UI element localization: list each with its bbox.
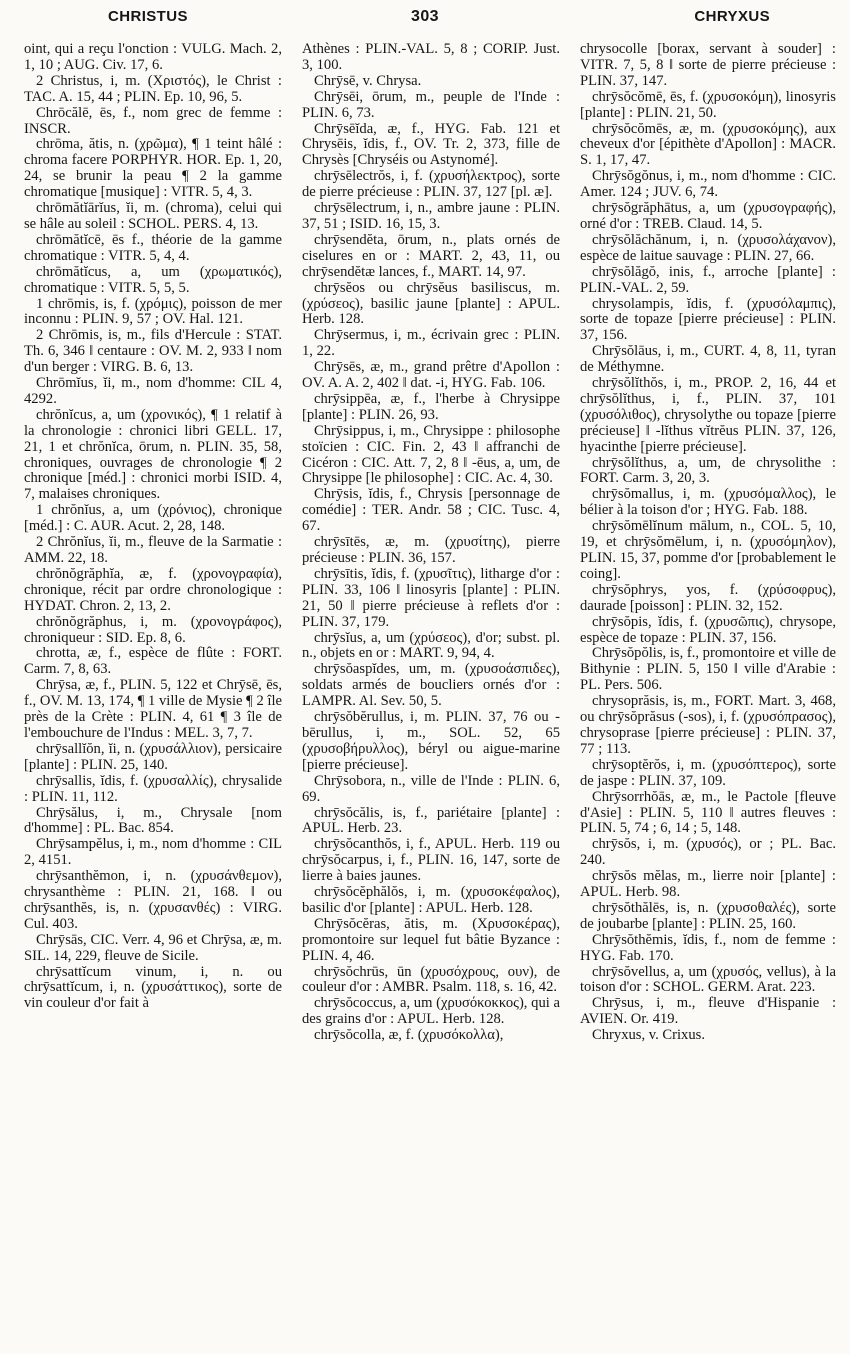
- dictionary-entry: chrȳsĕos ou chrȳsĕus basiliscus, m. (χρύσεος), basilic jaune [plante] : APUL. Herb. 128.: [302, 279, 560, 328]
- dictionary-entry: Athènes : PLIN.-VAL. 5, 8 ; CORIP. Just. 3, 100.: [302, 42, 560, 73]
- column-2: [302, 42, 560, 1346]
- dictionary-entry: 1 chrŏnĭus, a, um (χρόνιος), chronique [méd.] : C. AUR. Acut. 2, 28, 148.: [24, 502, 282, 535]
- dictionary-entry: chrȳsŏvellus, a, um (χρυσός, vellus), à la toison d'or : SCHOL. GERM. Arat. 223.: [580, 963, 836, 996]
- dictionary-entry: Chrȳsē, v. Chrysa.: [314, 72, 422, 89]
- dictionary-entry: Chrȳsis, ĭdis, f., Chrysis [personnage de comédie] : TER. Andr. 58 ; CIC. Tusc. 4, 67.: [302, 486, 560, 535]
- dictionary-entry: Chrȳsampĕlus, i, m., nom d'homme : CIL 2, 4151.: [24, 836, 282, 869]
- running-header: [0, 8, 850, 34]
- dictionary-entry: Chryxus, v. Crixus.: [592, 1027, 705, 1044]
- dictionary-entry: chrȳsŏaspĭdes, um, m. (χρυσοάσπιδες), soldats armés de boucliers ornés d'or : LAMPR. Al. Sev. 50, 5.: [302, 661, 560, 710]
- dictionary-entry: chrȳsŏcŏmē, ēs, f. (χρυσοκόμη), linosyris [plante] : PLIN. 21, 50.: [580, 88, 836, 121]
- dictionary-entry: chrȳsŏchrūs, ūn (χρυσόχρους, ουν), de couleur d'or : AMBR. Psalm. 118, s. 16, 42.: [302, 963, 560, 996]
- dictionary-entry: chrōmătĭcē, ēs f., théorie de la gamme chromatique : VITR. 5, 4, 4.: [24, 231, 282, 264]
- column-1: [24, 42, 282, 1346]
- dictionary-entry: Chrȳsās, CIC. Verr. 4, 96 et Chrȳsa, æ, m. SIL. 14, 229, fleuve de Sicile.: [24, 931, 282, 964]
- column-3: [580, 42, 836, 1346]
- dictionary-entry: 2 Christus, i, m. (Χριστός), le Christ : TAC. A. 15, 44 ; PLIN. Ep. 10, 96, 5.: [24, 72, 282, 105]
- dictionary-entry: chrȳsippēa, æ, f., l'herbe à Chrysippe [plante] : PLIN. 26, 93.: [302, 390, 560, 423]
- dictionary-entry: Chrȳsălus, i, m., Chrysale [nom d'homme] : PL. Bac. 854.: [24, 804, 282, 837]
- dictionary-entry: chrȳsēlectrum, i, n., ambre jaune : PLIN. 37, 51 ; ISID. 16, 15, 3.: [302, 200, 560, 232]
- dictionary-entry: chrȳsanthĕmon, i, n. (χρυσάνθεμον), chrysanthème : PLIN. 21, 168. ‖ ou chrȳsanthĕs, is, n. (χρυσανθές) : VIRG. Cul. 403.: [24, 868, 282, 932]
- dictionary-entry: chrōma, ătis, n. (χρῶμα), ¶ 1 teint hâlé : chroma facere PORPHYR. HOR. Ep. 1, 20, 24, se brunir la peau ¶ 2 la gamme chromatique [musique] : VITR. 5, 4, 3.: [24, 136, 282, 201]
- dictionary-entry: chrȳsŏcĕphălŏs, i, m. (χρυσοκέφαλος), basilic d'or [plante] : APUL. Herb. 128.: [302, 884, 560, 916]
- dictionary-entry: chrȳsŏthălēs, is, n. (χρυσοθαλές), sorte de joubarbe [plante] : PLIN. 25, 160.: [580, 899, 836, 932]
- dictionary-entry: chrȳsallis, ĭdis, f. (χρυσαλλίς), chrysalide : PLIN. 11, 112.: [24, 772, 282, 805]
- dictionary-entry: chrȳsŏlĭthus, a, um, de chrysolithe : FORT. Carm. 3, 20, 3.: [580, 454, 836, 487]
- dictionary-entry: chrȳsŏcolla, æ, f. (χρυσόκολλα),: [314, 1027, 504, 1044]
- dictionary-entry: Chrȳsŏcĕras, ătis, m. (Χρυσοκέρας), promontoire sur lequel fut bâtie Byzance : PLIN. 4, 46.: [302, 915, 560, 964]
- dictionary-entry: chrysocolle [borax, servant à souder] : VITR. 7, 5, 8 ‖ sorte de pierre précieuse : PLIN. 37, 147.: [580, 42, 836, 89]
- dictionary-entry: chrȳsattĭcum vinum, i, n. ou chrȳsattĭcum, i, n. (χρυσάττικος), sorte de vin couleur d'or fait à: [24, 963, 282, 1012]
- dictionary-entry: Chrȳsermus, i, m., écrivain grec : PLIN. 1, 22.: [302, 327, 560, 360]
- dictionary-entry: Chrȳsus, i, m., fleuve d'Hispanie : AVIEN. Or. 419.: [580, 995, 836, 1028]
- dictionary-entry: chrotta, æ, f., espèce de flûte : FORT. Carm. 7, 8, 63.: [24, 645, 282, 678]
- dictionary-entry: chrȳsendĕta, ōrum, n., plats ornés de ciselures en or : MART. 2, 43, 11, ou chrȳsendĕtæ lances, f., MART. 14, 97.: [302, 231, 560, 280]
- guide-word-left: CHRISTUS: [108, 8, 188, 25]
- dictionary-entry: chrŏnĭcus, a, um (χρονικός), ¶ 1 relatif à la chronologie : chronici libri GELL. 17, 21, 1 et chrŏnĭca, ōrum, n. PLIN. 35, 58, chroniques, ouvrages de chronologie ¶ 2 chronique [méd.] : chronici morbi ISID. 4, 7, malaises chroniques.: [24, 406, 282, 503]
- dictionary-entry: chrȳsŏmallus, i, m. (χρυσόμαλλος), le bélier à la toison d'or ; HYG. Fab. 188.: [580, 486, 836, 519]
- dictionary-entry: chrȳsītis, ĭdis, f. (χρυσῖτις), litharge d'or : PLIN. 33, 106 ‖ linosyris [plante] : PLIN. 21, 50 ‖ pierre précieuse à reflets d'or : PLIN. 37, 179.: [302, 565, 560, 630]
- dictionary-entry: chrōmătĭcus, a, um (χρωματικός), chromatique : VITR. 5, 5, 5.: [24, 263, 282, 296]
- dictionary-entry: chrȳsŏbĕrullus, i, m. PLIN. 37, 76 ou -bērullus, i, m., SOL. 52, 65 (χρυσοβήρυλλος), béryl ou aigue-marine [pierre précieuse].: [302, 709, 560, 773]
- dictionary-entry: chrȳsĭus, a, um (χρύσεος), d'or; subst. pl. n., objets en or : MART. 9, 94, 4.: [302, 629, 560, 662]
- dictionary-entry: chrȳsēlectrŏs, i, f. (χρυσήλεκτρος), sorte de pierre précieuse : PLIN. 37, 127 [pl. æ].: [302, 168, 560, 201]
- dictionary-entry: oint, qui a reçu l'onction : VULG. Mach. 2, 1, 10 ; AUG. Civ. 17, 6.: [24, 42, 282, 73]
- dictionary-entry: chrȳsītēs, æ, m. (χρυσίτης), pierre précieuse : PLIN. 36, 157.: [302, 534, 560, 566]
- dictionary-entry: Chrȳsippus, i, m., Chrysippe : philosophe stoïcien : CIC. Fin. 2, 43 ‖ affranchi de Cicéron : CIC. Att. 7, 2, 8 ‖ -ēus, a, um, de Chrysippe [le philosophe] : CIC. Ac. 4, 30.: [302, 422, 560, 487]
- dictionary-entry: chrȳsŏphrys, yos, f. (χρύσοφρυς), daurade [poisson] : PLIN. 32, 152.: [580, 581, 836, 614]
- dictionary-entry: Chrȳsŏthĕmis, ĭdis, f., nom de femme : HYG. Fab. 170.: [580, 931, 836, 964]
- dictionary-entry: Chrȳsorrhŏās, æ, m., le Pactole [fleuve d'Asie] : PLIN. 5, 110 ‖ autres fleuves : PLIN. 5, 74 ; 6, 14 ; 5, 148.: [580, 788, 836, 837]
- dictionary-entry: chrȳsŏs, i, m. (χρυσός), or ; PL. Bac. 240.: [580, 836, 836, 869]
- dictionary-entry: Chrȳsŏpŏlis, is, f., promontoire et ville de Bithynie : PLIN. 5, 150 ‖ ville d'Arabie : PL. Pers. 506.: [580, 645, 836, 694]
- dictionary-entry: chrȳsallĭŏn, ĭi, n. (χρυσάλλιον), persicaire [plante] : PLIN. 25, 140.: [24, 740, 282, 773]
- dictionary-entry: chrȳsŏgrăphātus, a, um (χρυσογραφής), orné d'or : TREB. Claud. 14, 5.: [580, 200, 836, 232]
- dictionary-entry: chrȳsŏcoccus, a, um (χρυσόκοκκος), qui a des grains d'or : APUL. Herb. 128.: [302, 995, 560, 1028]
- dictionary-entry: Chrȳsŏgŏnus, i, m., nom d'homme : CIC. Amer. 124 ; JUV. 6, 74.: [580, 168, 836, 201]
- dictionary-entry: chrȳsŏpis, ĭdis, f. (χρυσῶπις), chrysope, espèce de topaze : PLIN. 37, 156.: [580, 613, 836, 646]
- dictionary-entry: chrȳsŏs mĕlas, m., lierre noir [plante] : APUL. Herb. 98.: [580, 868, 836, 901]
- page-number: 303: [411, 8, 439, 25]
- dictionary-entry: chrȳsŏmēlĭnum mālum, n., COL. 5, 10, 19, et chrȳsŏmēlum, i, n. (χρυσόμηλον), PLIN. 15, 37, pomme d'or [probablement le coing].: [580, 518, 836, 582]
- dictionary-entry: chrȳsŏcanthŏs, i, f., APUL. Herb. 119 ou chrȳsŏcarpus, i, f., PLIN. 16, 147, sorte de lierre à baies jaunes.: [302, 836, 560, 885]
- dictionary-entry: chrȳsŏcŏmēs, æ, m. (χρυσοκόμης), aux cheveux d'or [épithète d'Apollon] : MACR. S. 1, 17, 47.: [580, 120, 836, 169]
- dictionary-entry: Chrȳsēĭda, æ, f., HYG. Fab. 121 et Chrysēis, ĭdis, f., OV. Tr. 2, 373, fille de Chrysès [Chryséis ou Astynomé].: [302, 120, 560, 169]
- dictionary-entry: chrŏnŏgrăphus, i, m. (χρονογράφος), chroniqueur : SID. Ep. 8, 6.: [24, 613, 282, 646]
- dictionary-entry: 2 Chrŏnĭus, ĭi, m., fleuve de la Sarmatie : AMM. 22, 18.: [24, 534, 282, 566]
- dictionary-entry: Chrōcălē, ēs, f., nom grec de femme : INSCR.: [24, 104, 282, 137]
- dictionary-entry: 2 Chrōmis, is, m., fils d'Hercule : STAT. Th. 6, 346 ‖ centaure : OV. M. 2, 933 ‖ nom d'un berger : VIRG. B. 6, 13.: [24, 327, 282, 376]
- dictionary-entry: chrŏnŏgrăphĭa, æ, f. (χρονογραφία), chronique, récit par ordre chronologique : HYDAT. Chron. 2, 13, 2.: [24, 565, 282, 614]
- dictionary-entry: Chrȳsŏlāus, i, m., CURT. 4, 8, 11, tyran de Méthymne.: [580, 343, 836, 376]
- dictionary-entry: chrȳsŏcălis, is, f., pariétaire [plante] : APUL. Herb. 23.: [302, 804, 560, 837]
- dictionary-entry: chrysolampis, ĭdis, f. (χρυσόλαμπις), sorte de topaze [pierre précieuse] : PLIN. 37, 156.: [580, 295, 836, 344]
- dictionary-entry: 1 chrōmis, is, f. (χρόμις), poisson de mer inconnu : PLIN. 9, 57 ; OV. Hal. 121.: [24, 295, 282, 328]
- dictionary-entry: Chrȳsēi, ōrum, m., peuple de l'Inde : PLIN. 6, 73.: [302, 88, 560, 121]
- dictionary-entry: chrysoprăsis, is, m., FORT. Mart. 3, 468, ou chrȳsŏprăsus (-sos), i, f. (χρυσόπρασος), chrysoprase [pierre précieuse] : PLIN. 37, 77 ; 113.: [580, 693, 836, 757]
- dictionary-entry: Chrȳsa, æ, f., PLIN. 5, 122 et Chrȳsē, ēs, f., OV. M. 13, 174, ¶ 1 ville de Mysie ¶ 2 île près de la Crète : PLIN. 4, 61 ¶ 3 île de l'embouchure de l'Indus : MEL. 3, 7, 7.: [24, 677, 282, 741]
- guide-word-right: CHRYXUS: [694, 8, 770, 25]
- dictionary-entry: chrōmătĭārĭus, ĭi, m. (chroma), celui qui se hâle au soleil : SCHOL. PERS. 4, 13.: [24, 200, 282, 232]
- dictionary-entry: Chrȳsobora, n., ville de l'Inde : PLIN. 6, 69.: [302, 772, 560, 805]
- dictionary-entry: Chrȳsēs, æ, m., grand prêtre d'Apollon : OV. A. A. 2, 402 ‖ dat. -i, HYG. Fab. 106.: [302, 359, 560, 392]
- dictionary-entry: Chrōmĭus, ĭi, m., nom d'homme: CIL 4, 4292.: [24, 375, 282, 407]
- dictionary-entry: chrȳsŏlăgŏ, inis, f., arroche [plante] : PLIN.-VAL. 2, 59.: [580, 263, 836, 296]
- dictionary-entry: chrȳsoptĕrŏs, i, m. (χρυσόπτερος), sorte de jaspe : PLIN. 37, 109.: [580, 756, 836, 789]
- dictionary-entry: chrȳsŏlăchănum, i, n. (χρυσολάχανον), espèce de laitue sauvage : PLIN. 27, 66.: [580, 231, 836, 264]
- dictionary-entry: chrȳsŏlĭthŏs, i, m., PROP. 2, 16, 44 et chrȳsŏlĭthus, i, f., PLIN. 37, 101 (χρυσόλιθος), chrysolythe ou topaze [pierre précieuse] ‖ -lĭthus vĭtrĕus PLIN. 37, 126, hyacinthe [pierre précieuse].: [580, 375, 836, 455]
